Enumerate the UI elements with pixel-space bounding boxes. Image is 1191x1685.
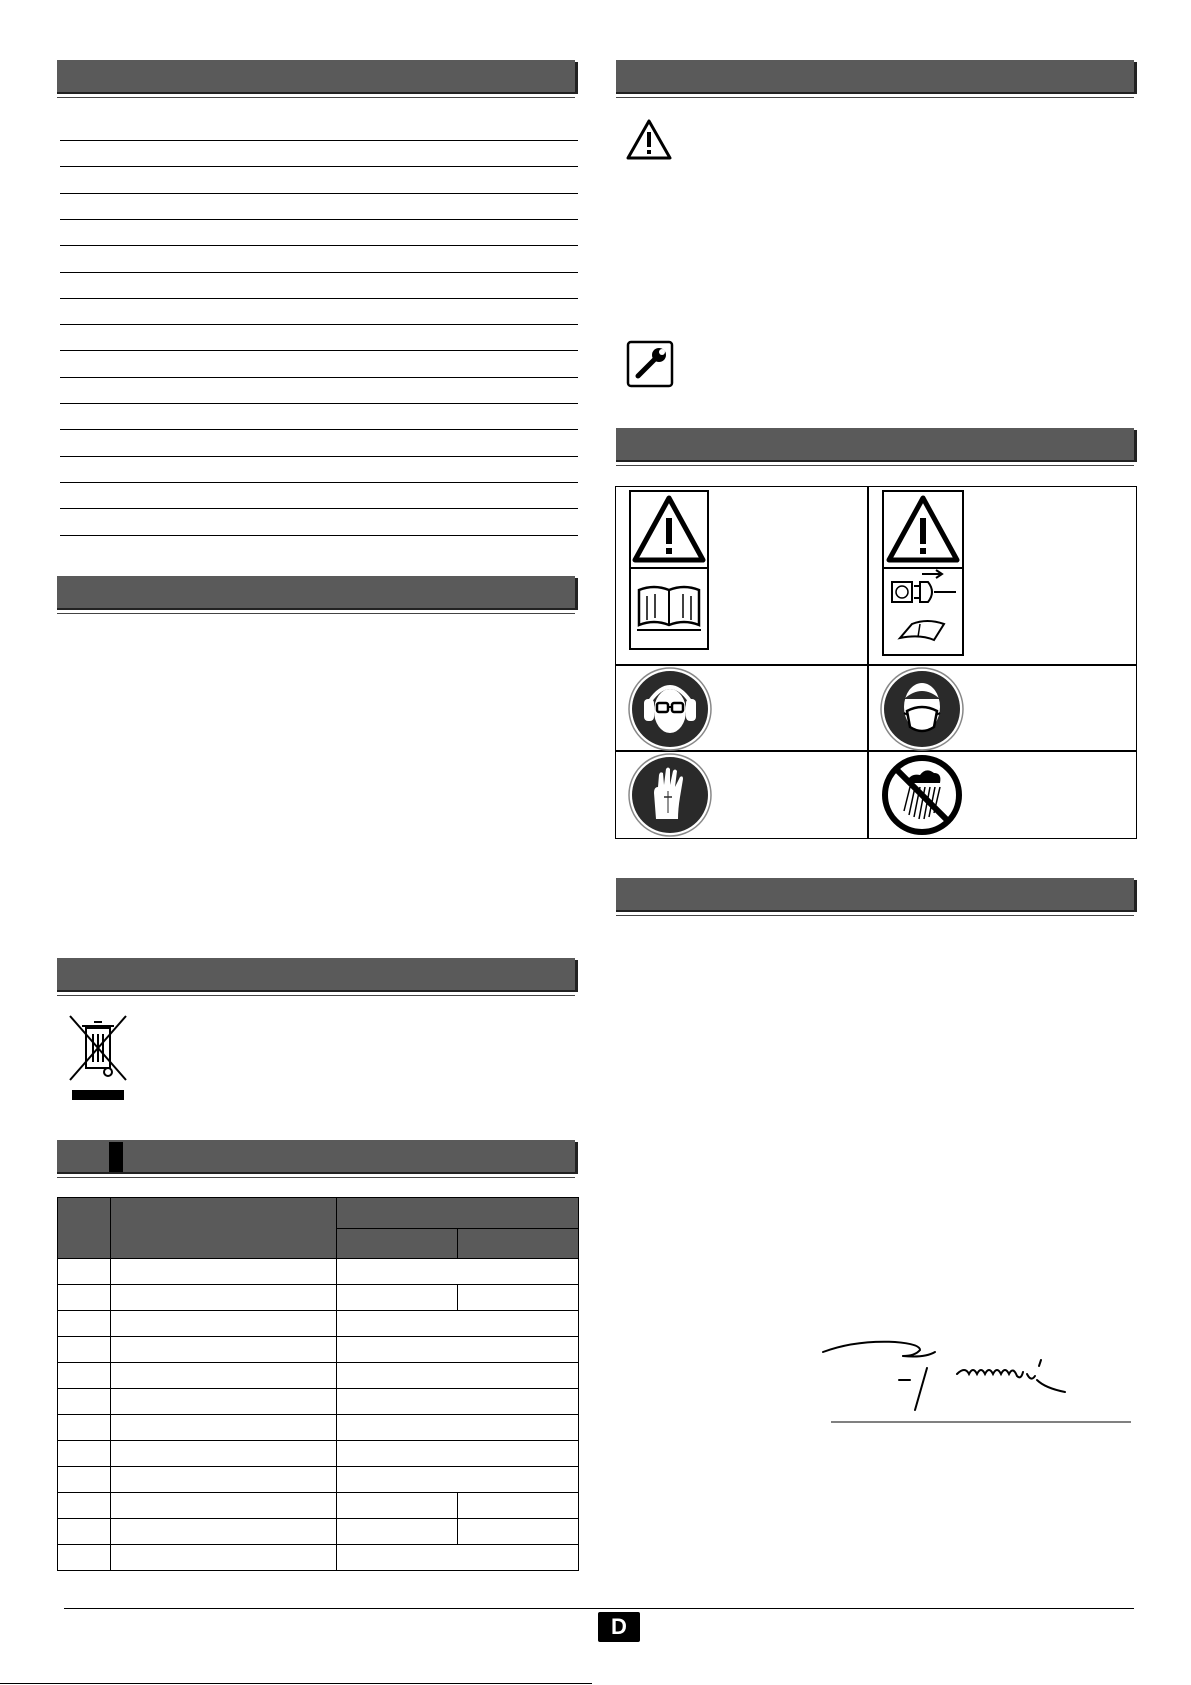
parts-list-row [60,486,578,508]
parts-list-row [60,144,578,166]
warning-triangle-icon [625,118,673,162]
intended-use-section-header [57,576,575,610]
ear-eye-protection-icon [628,667,712,751]
parts-list-rule [60,377,578,378]
warning-manual-icon [629,490,709,650]
symbol-ear-eye-protection [616,665,867,750]
no-rain-icon [880,753,964,837]
language-badge: D [598,1612,640,1642]
table-cell-value-a [337,1493,458,1519]
parts-list-rule [60,166,578,167]
table-cell-name [110,1311,337,1337]
safety-notes-section-header [616,60,1134,94]
technical-data-section-header [57,1140,575,1174]
table-cell-value-a [337,1519,458,1545]
symbols-grid [615,486,1137,839]
table-header-name [110,1198,337,1259]
table-row [58,1259,579,1285]
parts-list-row [60,513,578,535]
table-row [58,1441,579,1467]
parts-list-row [60,434,578,456]
technical-data-table [57,1197,579,1571]
weee-crossed-bin-icon [66,1012,132,1102]
signature [815,1330,1135,1425]
declaration-section-header [616,878,1134,912]
parts-list-rule [60,535,578,536]
table-cell-no [58,1441,111,1467]
table-cell-name [110,1441,337,1467]
table-row [58,1337,579,1363]
parts-list-rule [60,508,578,509]
table-cell-name [110,1285,337,1311]
parts-list-row [60,223,578,245]
declaration-section-title [616,886,624,902]
table-cell-name [110,1337,337,1363]
parts-list-rule [60,350,578,351]
parts-list-rule [60,245,578,246]
table-cell-no [58,1545,111,1571]
symbols-section-title [616,436,624,452]
disposal-section-title [57,966,65,982]
table-cell-no [58,1415,111,1441]
gloves-icon [628,753,712,837]
table-cell-value [337,1337,579,1363]
symbol-warning-manual [616,487,867,664]
table-cell-value-a [337,1285,458,1311]
parts-list-row [60,171,578,193]
parts-list-rule [60,272,578,273]
parts-list-rule [60,140,578,141]
table-cell-name [110,1493,337,1519]
table-cell-name [110,1519,337,1545]
parts-list-rule [60,219,578,220]
wrench-icon [626,340,674,388]
table-cell-value [337,1415,579,1441]
footer-rule [64,1608,1134,1609]
parts-list-rule [60,403,578,404]
table-cell-value-b [458,1285,579,1311]
table-cell-name [110,1389,337,1415]
table-cell-value [337,1467,579,1493]
table-cell-no [58,1519,111,1545]
table-row [58,1285,579,1311]
table-row [58,1389,579,1415]
table-cell-no [58,1259,111,1285]
symbols-section-header [616,428,1134,462]
table-cell-name [110,1467,337,1493]
table-header-values [337,1198,579,1229]
table-row [58,1519,579,1545]
parts-list-section-title [57,68,65,84]
table-header-value-a [337,1229,458,1259]
table-cell-no [58,1493,111,1519]
table-cell-name [110,1545,337,1571]
table-row [58,1493,579,1519]
table-cell-value [337,1441,579,1467]
parts-list-row [60,355,578,377]
table-row [58,1415,579,1441]
table-header-no [58,1198,111,1259]
parts-list-section-header [57,60,575,94]
technical-data-marker [109,1142,123,1172]
table-row [58,1363,579,1389]
table-cell-value [337,1545,579,1571]
table-header-value-b [458,1229,579,1259]
intended-use-section-title [57,584,65,600]
technical-data-section-title [57,1148,65,1164]
symbol-dust-mask [868,665,1138,750]
table-cell-name [110,1363,337,1389]
table-cell-name [110,1415,337,1441]
parts-list-rule [60,193,578,194]
symbol-warning-unplug [868,487,1138,664]
table-cell-value [337,1389,579,1415]
parts-list-rule [60,324,578,325]
table-row [58,1545,579,1571]
table-cell-no [58,1389,111,1415]
safety-notes-section-title [616,68,624,84]
symbol-no-rain [868,751,1138,840]
table-cell-value [337,1363,579,1389]
parts-list-row [60,328,578,350]
disposal-section-header [57,958,575,992]
parts-list-rule [60,482,578,483]
parts-list-row [60,197,578,219]
parts-list-row [60,276,578,298]
parts-list-row [60,460,578,482]
parts-list-row [60,381,578,403]
page-bottom-rule [0,1683,592,1684]
table-row [58,1467,579,1493]
table-cell-name [110,1259,337,1285]
table-cell-no [58,1467,111,1493]
symbol-gloves [616,751,867,840]
table-cell-value [337,1259,579,1285]
parts-list-row [60,302,578,324]
parts-list-rule [60,456,578,457]
parts-list-row [60,118,578,140]
table-cell-no [58,1337,111,1363]
dust-mask-icon [880,667,964,751]
table-cell-no [58,1311,111,1337]
table-cell-no [58,1363,111,1389]
parts-list-rule [60,429,578,430]
warning-unplug-icon [882,490,964,656]
parts-list-row [60,250,578,272]
parts-list-rule [60,298,578,299]
table-cell-value [337,1311,579,1337]
table-cell-value-b [458,1519,579,1545]
table-row [58,1311,579,1337]
table-cell-value-b [458,1493,579,1519]
table-cell-no [58,1285,111,1311]
parts-list-row [60,407,578,429]
